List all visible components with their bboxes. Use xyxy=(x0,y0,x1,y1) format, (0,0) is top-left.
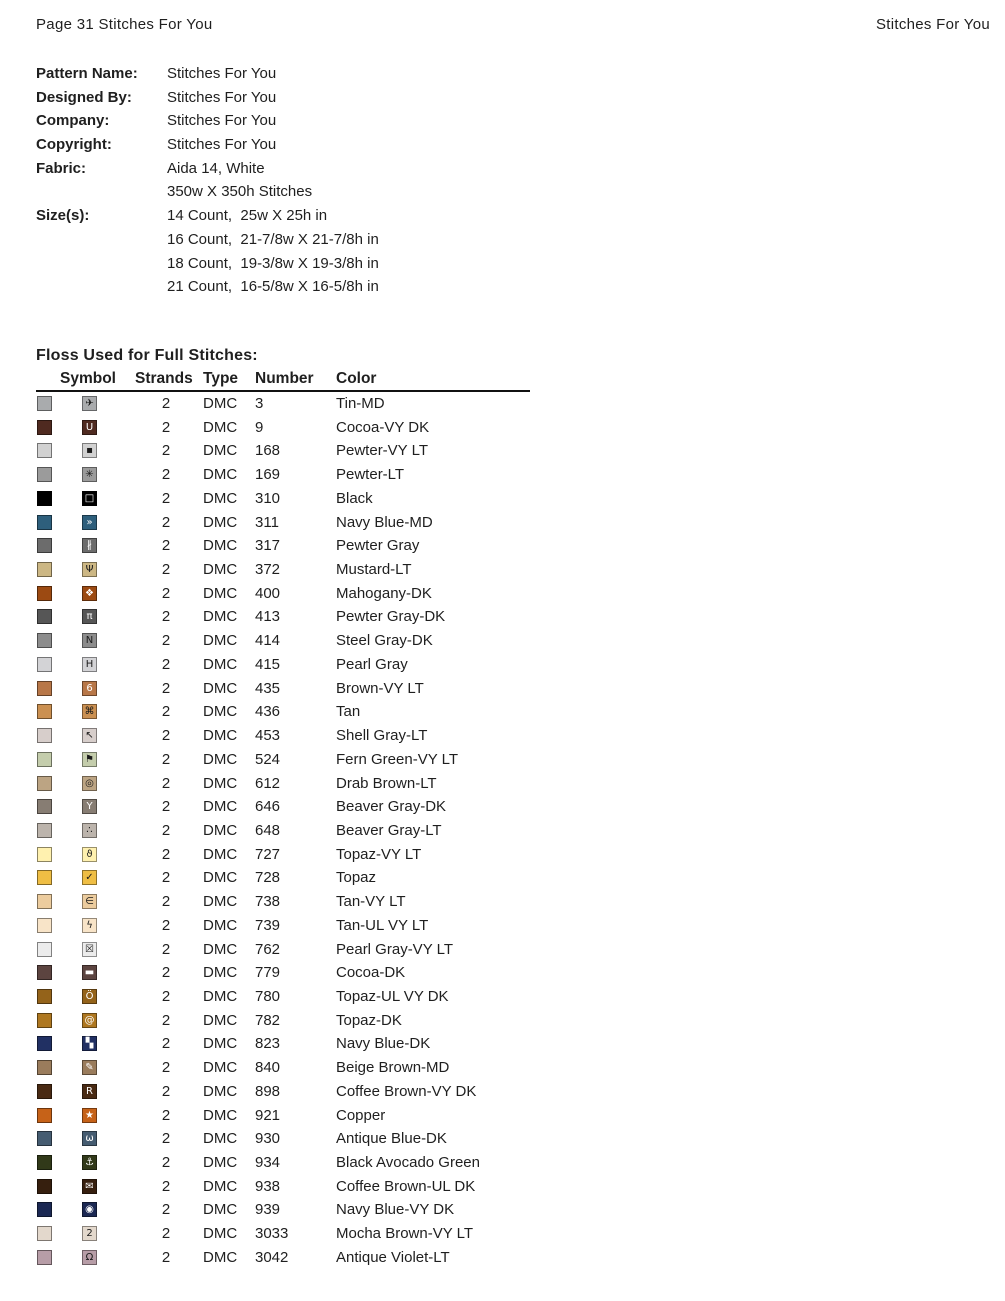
number-cell: 648 xyxy=(255,821,281,839)
color-swatch xyxy=(37,799,52,814)
color-swatch xyxy=(37,681,52,696)
floss-row xyxy=(36,582,530,606)
info-value: Stitches For You xyxy=(167,136,277,154)
floss-row xyxy=(36,1056,530,1080)
type-cell: DMC xyxy=(203,774,238,792)
info-value: Stitches For You xyxy=(167,65,277,82)
number-cell: 779 xyxy=(255,964,281,982)
info-value: 16 Count, 21-7/8w X 21-7/8h in xyxy=(167,230,379,248)
strands-cell: 2 xyxy=(161,1082,171,1100)
type-cell: DMC xyxy=(203,395,238,412)
number-cell: 311 xyxy=(255,513,279,531)
stitch-symbol-swatch: ✉ xyxy=(82,1179,97,1194)
strands-cell: 2 xyxy=(161,395,171,412)
info-value: Stitches For You xyxy=(167,112,277,130)
info-row xyxy=(36,252,556,276)
floss-row xyxy=(36,1222,530,1246)
floss-row xyxy=(36,795,530,819)
color-name-cell: Beige Brown-MD xyxy=(336,1059,450,1077)
stitch-symbol-swatch: ⌘ xyxy=(82,704,97,719)
type-cell: DMC xyxy=(203,964,238,982)
stitch-symbol-swatch: Ω xyxy=(82,1250,97,1265)
color-swatch xyxy=(37,420,52,435)
color-swatch xyxy=(37,942,52,957)
stitch-symbol-swatch: ⚑ xyxy=(82,752,97,767)
strands-cell: 2 xyxy=(161,1035,171,1053)
color-swatch xyxy=(37,989,52,1004)
color-swatch xyxy=(37,443,52,458)
type-cell: DMC xyxy=(203,1082,238,1100)
color-name-cell: Tan xyxy=(336,703,361,721)
color-swatch xyxy=(37,1108,52,1123)
type-cell: DMC xyxy=(203,1154,238,1171)
floss-row xyxy=(36,938,530,962)
column-header-type: Type xyxy=(203,370,239,387)
color-name-cell: Black Avocado Green xyxy=(336,1154,480,1171)
type-cell: DMC xyxy=(203,893,238,911)
number-cell: 782 xyxy=(255,1011,281,1029)
type-cell: DMC xyxy=(203,987,238,1005)
strands-cell: 2 xyxy=(161,727,171,745)
color-swatch xyxy=(37,728,52,743)
color-name-cell: Pewter-VY LT xyxy=(336,442,428,460)
type-cell: DMC xyxy=(203,537,238,555)
stitch-symbol-swatch: ∦ xyxy=(82,538,97,553)
number-cell: 3042 xyxy=(255,1248,289,1266)
stitch-symbol-swatch: ϟ xyxy=(82,918,97,933)
type-cell: DMC xyxy=(203,821,238,839)
type-cell: DMC xyxy=(203,1225,238,1243)
stitch-symbol-swatch: π xyxy=(82,609,97,624)
floss-row xyxy=(36,677,530,701)
color-name-cell: Pearl Gray-VY LT xyxy=(336,940,453,958)
color-swatch xyxy=(37,467,52,482)
stitch-symbol-swatch: ▬ xyxy=(82,965,97,980)
type-cell: DMC xyxy=(203,561,238,579)
color-name-cell: Brown-VY LT xyxy=(336,679,424,697)
number-cell: 646 xyxy=(255,798,281,816)
stitch-symbol-swatch: Ö xyxy=(82,989,97,1004)
color-name-cell: Mocha Brown-VY LT xyxy=(336,1225,473,1243)
color-swatch xyxy=(37,657,52,672)
info-row xyxy=(36,86,556,110)
strands-cell: 2 xyxy=(161,1201,171,1219)
strands-cell: 2 xyxy=(161,821,171,839)
number-cell: 453 xyxy=(255,727,281,745)
number-cell: 435 xyxy=(255,679,281,697)
type-cell: DMC xyxy=(203,703,238,721)
floss-row xyxy=(36,985,530,1009)
stitch-symbol-swatch: 2 xyxy=(82,1226,97,1241)
column-header-number: Number xyxy=(255,370,314,387)
number-cell: 524 xyxy=(255,750,281,768)
number-cell: 3033 xyxy=(255,1225,289,1243)
color-swatch xyxy=(37,918,52,933)
column-header-symbol: Symbol xyxy=(60,370,116,387)
type-cell: DMC xyxy=(203,727,238,745)
color-name-cell: Topaz-VY LT xyxy=(336,845,422,863)
strands-cell: 2 xyxy=(161,964,171,982)
floss-row xyxy=(36,890,530,914)
number-cell: 400 xyxy=(255,584,281,602)
color-swatch xyxy=(37,396,52,411)
floss-row xyxy=(36,534,530,558)
info-label: Copyright: xyxy=(36,136,112,154)
strands-cell: 2 xyxy=(161,893,171,911)
info-row xyxy=(36,204,556,228)
strands-cell: 2 xyxy=(161,1130,171,1148)
number-cell: 727 xyxy=(255,845,281,863)
floss-row xyxy=(36,700,530,724)
type-cell: DMC xyxy=(203,845,238,863)
floss-row xyxy=(36,416,530,440)
type-cell: DMC xyxy=(203,1011,238,1029)
info-row xyxy=(36,180,556,204)
floss-row xyxy=(36,866,530,890)
strands-cell: 2 xyxy=(161,655,171,673)
strands-cell: 2 xyxy=(161,442,171,460)
color-swatch xyxy=(37,1202,52,1217)
stitch-symbol-swatch: Ψ xyxy=(82,562,97,577)
stitch-symbol-swatch: U xyxy=(82,420,97,435)
color-swatch xyxy=(37,586,52,601)
stitch-symbol-swatch: 6 xyxy=(82,681,97,696)
color-name-cell: Copper xyxy=(336,1106,386,1124)
color-name-cell: Tan-UL VY LT xyxy=(336,916,429,934)
type-cell: DMC xyxy=(203,750,238,768)
type-cell: DMC xyxy=(203,1201,238,1219)
color-name-cell: Cocoa-VY DK xyxy=(336,418,430,436)
strands-cell: 2 xyxy=(161,489,171,507)
type-cell: DMC xyxy=(203,584,238,602)
info-label: Designed By: xyxy=(36,88,132,106)
strands-cell: 2 xyxy=(161,608,171,626)
color-name-cell: Coffee Brown-UL DK xyxy=(336,1177,476,1195)
color-name-cell: Pewter-LT xyxy=(336,466,405,484)
floss-row xyxy=(36,392,530,416)
number-cell: 310 xyxy=(255,489,281,507)
stitch-symbol-swatch: R xyxy=(82,1084,97,1099)
color-name-cell: Antique Violet-LT xyxy=(336,1248,450,1266)
color-name-cell: Mahogany-DK xyxy=(336,584,432,602)
number-cell: 738 xyxy=(255,893,281,911)
color-swatch xyxy=(37,823,52,838)
color-name-cell: Pewter Gray xyxy=(336,537,420,555)
number-cell: 415 xyxy=(255,655,281,673)
color-name-cell: Steel Gray-DK xyxy=(336,632,433,650)
page-header-left: Page 31 Stitches For You xyxy=(36,16,213,33)
strands-cell: 2 xyxy=(161,466,171,484)
color-swatch xyxy=(37,1131,52,1146)
color-swatch xyxy=(37,609,52,624)
floss-row xyxy=(36,961,530,985)
type-cell: DMC xyxy=(203,1177,238,1195)
number-cell: 168 xyxy=(255,442,281,460)
color-swatch xyxy=(37,776,52,791)
stitch-symbol-swatch: ▚ xyxy=(82,1036,97,1051)
stitch-symbol-swatch: @ xyxy=(82,1013,97,1028)
floss-table xyxy=(36,368,530,1270)
stitch-symbol-swatch: ϑ xyxy=(82,847,97,862)
number-cell: 372 xyxy=(255,561,281,579)
type-cell: DMC xyxy=(203,608,238,626)
stitch-symbol-swatch: ◉ xyxy=(82,1202,97,1217)
color-name-cell: Topaz-DK xyxy=(336,1011,402,1029)
color-swatch xyxy=(37,1155,52,1170)
info-value: 18 Count, 19-3/8w X 19-3/8h in xyxy=(167,254,379,272)
floss-row xyxy=(36,653,530,677)
color-name-cell: Tan-VY LT xyxy=(336,893,406,911)
strands-cell: 2 xyxy=(161,1059,171,1077)
floss-table-body xyxy=(36,392,530,1270)
color-swatch xyxy=(37,870,52,885)
stitch-symbol-swatch: ∴ xyxy=(82,823,97,838)
floss-row xyxy=(36,819,530,843)
stitch-symbol-swatch: ∈ xyxy=(82,894,97,909)
floss-row xyxy=(36,748,530,772)
strands-cell: 2 xyxy=(161,1248,171,1266)
color-name-cell: Antique Blue-DK xyxy=(336,1130,447,1148)
floss-row xyxy=(36,1009,530,1033)
column-header-color: Color xyxy=(336,370,377,387)
stitch-symbol-swatch: ☒ xyxy=(82,942,97,957)
color-name-cell: Coffee Brown-VY DK xyxy=(336,1082,477,1100)
color-swatch xyxy=(37,1226,52,1241)
number-cell: 169 xyxy=(255,466,281,484)
color-name-cell: Drab Brown-LT xyxy=(336,774,437,792)
info-value: 350w X 350h Stitches xyxy=(167,183,313,201)
stitch-symbol-swatch: ★ xyxy=(82,1108,97,1123)
type-cell: DMC xyxy=(203,940,238,958)
type-cell: DMC xyxy=(203,489,238,507)
type-cell: DMC xyxy=(203,1248,238,1266)
strands-cell: 2 xyxy=(161,869,171,887)
type-cell: DMC xyxy=(203,655,238,673)
floss-row xyxy=(36,463,530,487)
number-cell: 823 xyxy=(255,1035,281,1053)
type-cell: DMC xyxy=(203,1035,238,1053)
floss-row xyxy=(36,511,530,535)
stitch-symbol-swatch: ω xyxy=(82,1131,97,1146)
strands-cell: 2 xyxy=(161,916,171,934)
stitch-symbol-swatch: ✳ xyxy=(82,467,97,482)
info-row xyxy=(36,228,556,252)
info-label: Fabric: xyxy=(36,159,87,177)
floss-row xyxy=(36,558,530,582)
strands-cell: 2 xyxy=(161,584,171,602)
info-row xyxy=(36,62,556,86)
number-cell: 780 xyxy=(255,987,281,1005)
color-swatch xyxy=(37,704,52,719)
strands-cell: 2 xyxy=(161,1177,171,1195)
color-swatch xyxy=(37,1179,52,1194)
info-row xyxy=(36,275,556,299)
color-swatch xyxy=(37,1060,52,1075)
number-cell: 898 xyxy=(255,1082,281,1100)
stitch-symbol-swatch: ❖ xyxy=(82,586,97,601)
stitch-symbol-swatch: □ xyxy=(82,491,97,506)
color-name-cell: Beaver Gray-LT xyxy=(336,821,442,839)
floss-row xyxy=(36,605,530,629)
color-swatch xyxy=(37,1013,52,1028)
type-cell: DMC xyxy=(203,679,238,697)
stitch-symbol-swatch: ✓ xyxy=(82,870,97,885)
floss-row xyxy=(36,772,530,796)
stitch-symbol-swatch: N xyxy=(82,633,97,648)
floss-row xyxy=(36,487,530,511)
strands-cell: 2 xyxy=(161,798,171,816)
info-label: Company: xyxy=(36,112,110,130)
strands-cell: 2 xyxy=(161,513,171,531)
stitch-symbol-swatch: » xyxy=(82,515,97,530)
number-cell: 3 xyxy=(255,395,264,412)
color-swatch xyxy=(37,1250,52,1265)
info-label: Pattern Name: xyxy=(36,65,138,82)
strands-cell: 2 xyxy=(161,750,171,768)
color-name-cell: Beaver Gray-DK xyxy=(336,798,447,816)
floss-row xyxy=(36,1104,530,1128)
stitch-symbol-swatch: ✎ xyxy=(82,1060,97,1075)
type-cell: DMC xyxy=(203,466,238,484)
type-cell: DMC xyxy=(203,418,238,436)
stitch-symbol-swatch: Y xyxy=(82,799,97,814)
number-cell: 840 xyxy=(255,1059,281,1077)
color-name-cell: Topaz xyxy=(336,869,377,887)
strands-cell: 2 xyxy=(161,561,171,579)
number-cell: 939 xyxy=(255,1201,281,1219)
number-cell: 938 xyxy=(255,1177,281,1195)
type-cell: DMC xyxy=(203,798,238,816)
stitch-symbol-swatch: ◎ xyxy=(82,776,97,791)
stitch-symbol-swatch: ✈ xyxy=(82,396,97,411)
strands-cell: 2 xyxy=(161,987,171,1005)
type-cell: DMC xyxy=(203,1106,238,1124)
strands-cell: 2 xyxy=(161,1106,171,1124)
color-swatch xyxy=(37,965,52,980)
floss-row xyxy=(36,1032,530,1056)
number-cell: 317 xyxy=(255,537,281,555)
number-cell: 934 xyxy=(255,1154,281,1171)
floss-row xyxy=(36,1198,530,1222)
floss-row xyxy=(36,1175,530,1199)
floss-row xyxy=(36,1127,530,1151)
number-cell: 921 xyxy=(255,1106,281,1124)
color-swatch xyxy=(37,752,52,767)
color-swatch xyxy=(37,633,52,648)
floss-row xyxy=(36,1080,530,1104)
color-swatch xyxy=(37,515,52,530)
color-name-cell: Cocoa-DK xyxy=(336,964,406,982)
strands-cell: 2 xyxy=(161,940,171,958)
pattern-info xyxy=(36,62,556,299)
color-name-cell: Navy Blue-VY DK xyxy=(336,1201,455,1219)
number-cell: 413 xyxy=(255,608,281,626)
type-cell: DMC xyxy=(203,632,238,650)
stitch-symbol-swatch: ▪ xyxy=(82,443,97,458)
stitch-symbol-swatch: H xyxy=(82,657,97,672)
floss-row xyxy=(36,1246,530,1270)
color-name-cell: Navy Blue-DK xyxy=(336,1035,431,1053)
type-cell: DMC xyxy=(203,1130,238,1148)
type-cell: DMC xyxy=(203,442,238,460)
floss-row xyxy=(36,629,530,653)
number-cell: 612 xyxy=(255,774,281,792)
floss-row xyxy=(36,439,530,463)
color-swatch xyxy=(37,1036,52,1051)
strands-cell: 2 xyxy=(161,632,171,650)
number-cell: 728 xyxy=(255,869,281,887)
color-name-cell: Black xyxy=(336,489,373,507)
color-swatch xyxy=(37,847,52,862)
strands-cell: 2 xyxy=(161,845,171,863)
column-header-strands: Strands xyxy=(135,370,193,387)
info-value: 14 Count, 25w X 25h in xyxy=(167,207,328,225)
color-name-cell: Mustard-LT xyxy=(336,561,412,579)
color-swatch xyxy=(37,491,52,506)
color-name-cell: Navy Blue-MD xyxy=(336,513,433,531)
floss-row xyxy=(36,843,530,867)
info-value: 21 Count, 16-5/8w X 16-5/8h in xyxy=(167,278,379,296)
strands-cell: 2 xyxy=(161,679,171,697)
color-swatch xyxy=(37,894,52,909)
strands-cell: 2 xyxy=(161,1011,171,1029)
strands-cell: 2 xyxy=(161,537,171,555)
info-value: Stitches For You xyxy=(167,88,277,106)
strands-cell: 2 xyxy=(161,418,171,436)
strands-cell: 2 xyxy=(161,703,171,721)
floss-table-header xyxy=(36,368,530,392)
color-swatch xyxy=(37,562,52,577)
strands-cell: 2 xyxy=(161,1154,171,1171)
info-row xyxy=(36,157,556,181)
floss-row xyxy=(36,724,530,748)
color-name-cell: Pearl Gray xyxy=(336,655,408,673)
number-cell: 414 xyxy=(255,632,281,650)
number-cell: 762 xyxy=(255,940,281,958)
number-cell: 930 xyxy=(255,1130,281,1148)
type-cell: DMC xyxy=(203,869,238,887)
color-name-cell: Tin-MD xyxy=(336,395,385,412)
type-cell: DMC xyxy=(203,513,238,531)
stitch-symbol-swatch: ⚓ xyxy=(82,1155,97,1170)
floss-table-title: Floss Used for Full Stitches: xyxy=(36,347,258,364)
strands-cell: 2 xyxy=(161,1225,171,1243)
number-cell: 739 xyxy=(255,916,281,934)
color-name-cell: Fern Green-VY LT xyxy=(336,750,458,768)
number-cell: 436 xyxy=(255,703,281,721)
type-cell: DMC xyxy=(203,916,238,934)
color-name-cell: Pewter Gray-DK xyxy=(336,608,446,626)
color-name-cell: Shell Gray-LT xyxy=(336,727,428,745)
floss-row xyxy=(36,1151,530,1175)
floss-row xyxy=(36,914,530,938)
info-label: Size(s): xyxy=(36,207,90,225)
info-value: Aida 14, White xyxy=(167,159,265,177)
info-row xyxy=(36,133,556,157)
color-name-cell: Topaz-UL VY DK xyxy=(336,987,449,1005)
number-cell: 9 xyxy=(255,418,264,436)
page-header-right: Stitches For You xyxy=(875,16,990,33)
strands-cell: 2 xyxy=(161,774,171,792)
color-swatch xyxy=(37,538,52,553)
type-cell: DMC xyxy=(203,1059,238,1077)
stitch-symbol-swatch: ↖ xyxy=(82,728,97,743)
color-swatch xyxy=(37,1084,52,1099)
info-row xyxy=(36,109,556,133)
